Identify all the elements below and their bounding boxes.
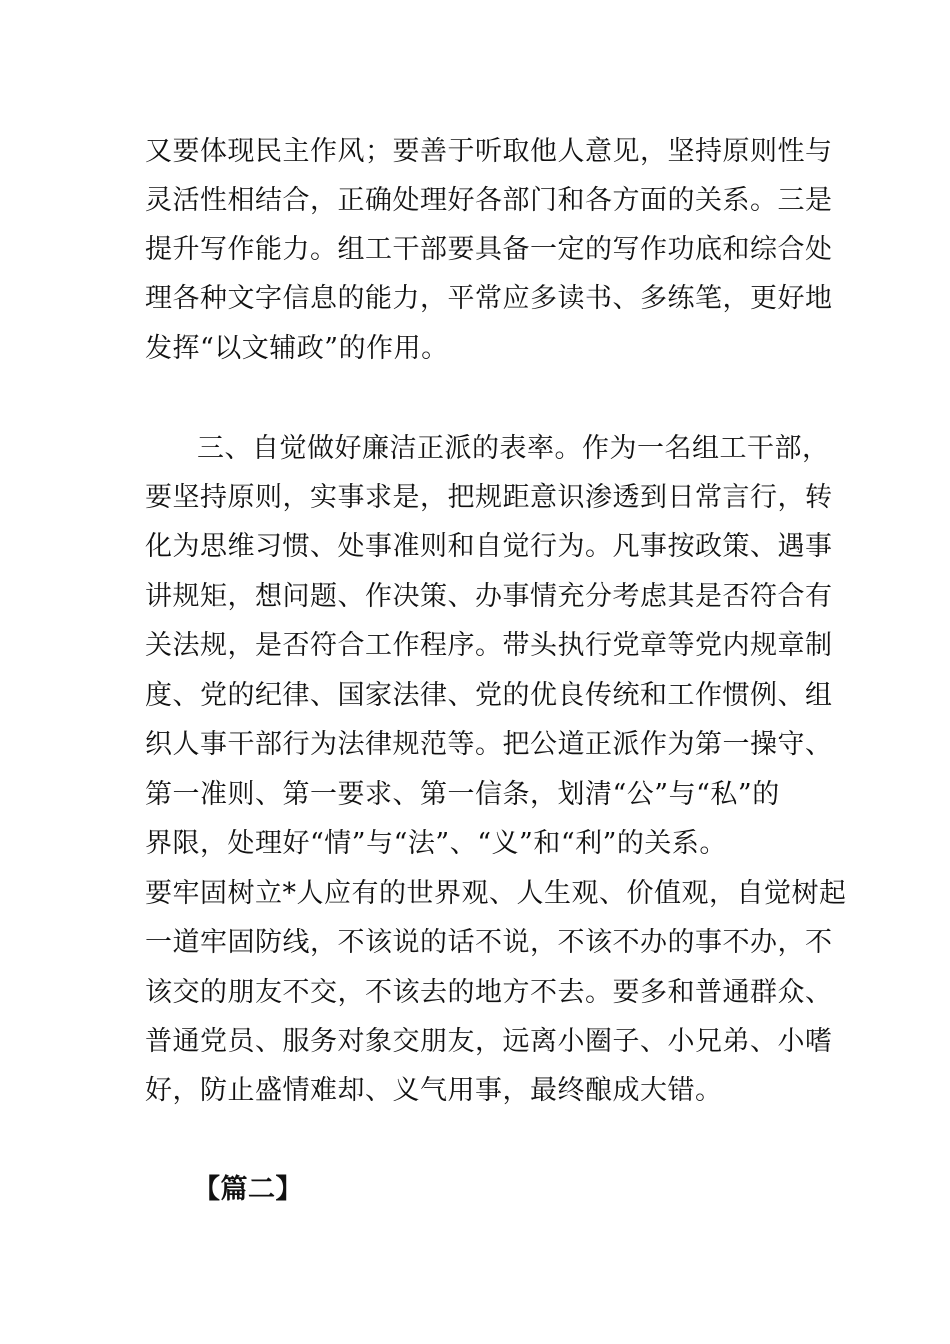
paragraph2-line-8: 第一准则、第一要求、第一信条，划清“公”与“私”的 (145, 779, 780, 810)
paragraph2-line-10: 要牢固树立*人应有的世界观、人生观、价值观，自觉树起 (145, 878, 847, 909)
paragraph2-line-14: 好，防止盛情难却、义气用事，最终酿成大错。 (145, 1075, 723, 1106)
paragraph2-line-3: 化为思维习惯、处事准则和自觉行为。凡事按政策、遇事 (145, 531, 833, 562)
paragraph2-line-6: 度、党的纪律、国家法律、党的优良传统和工作惯例、组 (145, 680, 833, 711)
paragraph2-line-2: 要坚持原则，实事求是，把规距意识渗透到日常言行，转 (145, 482, 833, 513)
paragraph1-line-1: 又要体现民主作风；要善于听取他人意见，坚持原则性与 (145, 136, 833, 167)
paragraph2-line-4: 讲规矩，想问题、作决策、办事情充分考虑其是否符合有 (145, 581, 833, 612)
paragraph2-line-12: 该交的朋友不交，不该去的地方不去。要多和普通群众、 (145, 977, 833, 1008)
paragraph2-line-11: 一道牢固防线，不该说的话不说，不该不办的事不办，不 (145, 927, 833, 958)
paragraph2-line-13: 普通党员、服务对象交朋友，远离小圈子、小兄弟、小嗜 (145, 1026, 833, 1057)
paragraph1-line-4: 理各种文字信息的能力，平常应多读书、多练笔，更好地 (145, 283, 833, 314)
paragraph2-line-7: 织人事干部行为法律规范等。把公道正派作为第一操守、 (145, 729, 833, 760)
paragraph2-line-9: 界限，处理好“情”与“法”、“义”和“利”的关系。 (145, 828, 727, 859)
section-heading: 【篇二】 (193, 1174, 303, 1205)
paragraph1-line-2: 灵活性相结合，正确处理好各部门和各方面的关系。三是 (145, 185, 833, 216)
paragraph1-line-5: 发挥“以文辅政”的作用。 (145, 333, 449, 364)
paragraph1-line-3: 提升写作能力。组工干部要具备一定的写作功底和综合处 (145, 234, 833, 265)
paragraph2-line-5: 关法规，是否符合工作程序。带头执行党章等党内规章制 (145, 630, 833, 661)
paragraph2-line-1: 三、自觉做好廉洁正派的表率。作为一名组工干部， (197, 433, 830, 464)
